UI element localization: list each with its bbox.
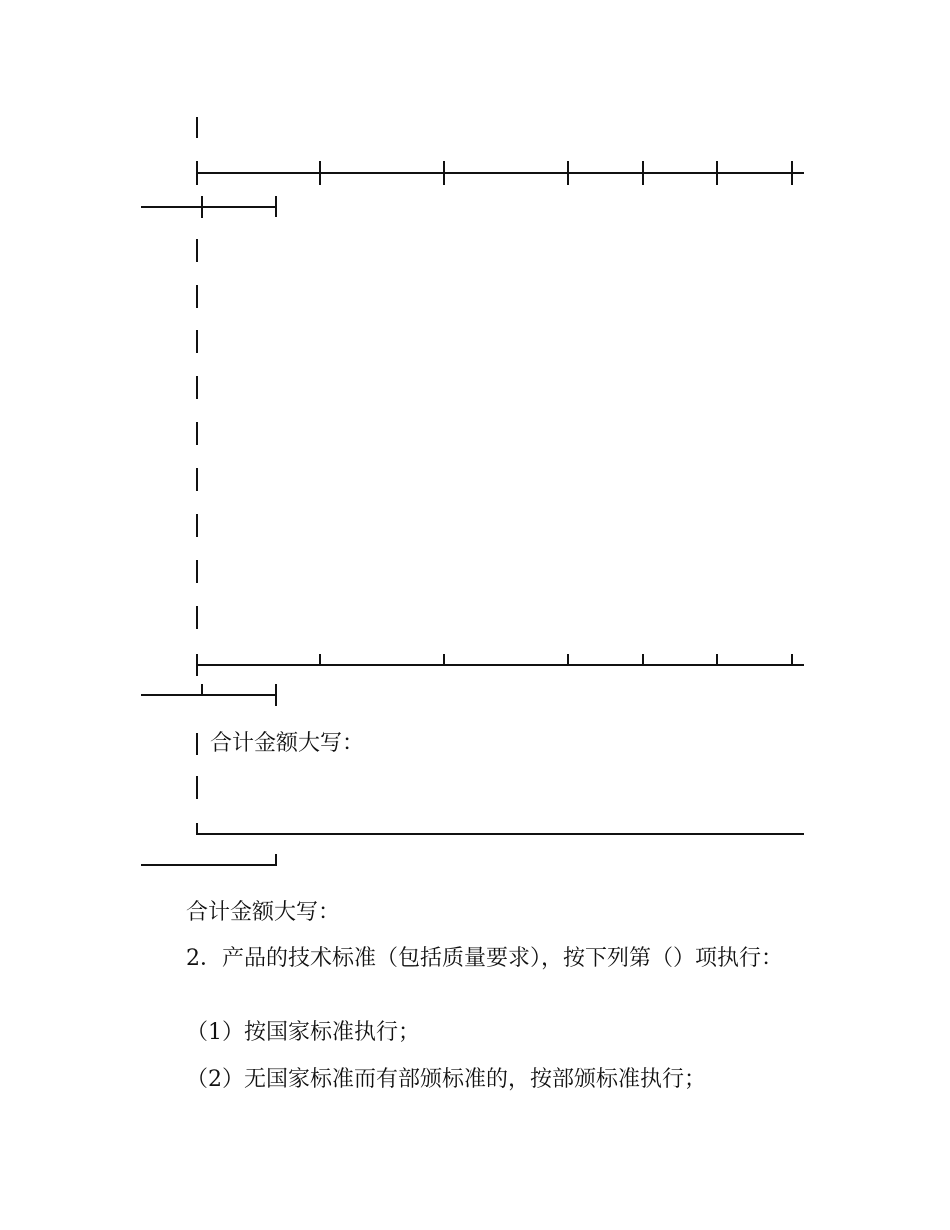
table-left-border — [196, 285, 198, 308]
table-left-border — [196, 422, 198, 445]
table-bottom-rule-continuation-end — [275, 854, 277, 866]
clause-2-text: 2．产品的技术标准（包括质量要求），按下列第（）项执行： — [186, 946, 783, 971]
table-top-rule-continuation-tick — [201, 196, 203, 218]
table-middle-rule-tick — [791, 654, 793, 666]
table-middle-rule-tick — [319, 654, 321, 666]
table-top-rule-tick — [791, 161, 793, 185]
table-top-rule-tick — [196, 161, 198, 185]
table-middle-rule-tick — [642, 654, 644, 666]
table-middle-rule-continuation — [141, 694, 277, 696]
table-left-border — [196, 117, 198, 138]
total-amount-label: 合计金额大写： — [186, 900, 341, 925]
table-middle-rule-continuation-tick — [201, 684, 203, 696]
table-top-rule-tick — [319, 161, 321, 185]
table-middle-rule-continuation-end — [275, 684, 277, 706]
table-left-border — [196, 239, 198, 262]
table-left-border — [196, 376, 198, 399]
table-top-rule-tick — [642, 161, 644, 185]
table-bottom-rule-continuation — [141, 864, 277, 866]
table-middle-rule — [196, 664, 804, 666]
table-left-border — [196, 468, 198, 491]
table-left-border — [196, 560, 198, 583]
table-top-rule — [196, 172, 804, 174]
table-middle-rule-tick — [716, 654, 718, 666]
table-left-border — [196, 776, 198, 799]
table-left-border — [196, 733, 198, 755]
table-left-border — [196, 330, 198, 353]
table-top-rule-tick — [716, 161, 718, 185]
table-middle-rule-tick — [443, 654, 445, 666]
table-top-rule-continuation-end — [275, 196, 277, 217]
clause-2-option-1: （1）按国家标准执行； — [186, 1020, 420, 1045]
table-left-border — [196, 606, 198, 629]
table-top-rule-tick — [443, 161, 445, 185]
table-top-rule-tick — [567, 161, 569, 185]
table-bottom-rule — [196, 833, 804, 835]
clause-2 — [142, 944, 792, 974]
table-top-rule-continuation — [141, 206, 277, 208]
table-middle-rule-tick — [567, 654, 569, 666]
table-total-label: 合计金额大写： — [210, 731, 365, 756]
clause-2-option-2: （2）无国家标准而有部颁标准的，按部颁标准执行； — [186, 1067, 706, 1092]
table-middle-rule-tick — [196, 654, 198, 676]
table-left-border — [196, 514, 198, 537]
